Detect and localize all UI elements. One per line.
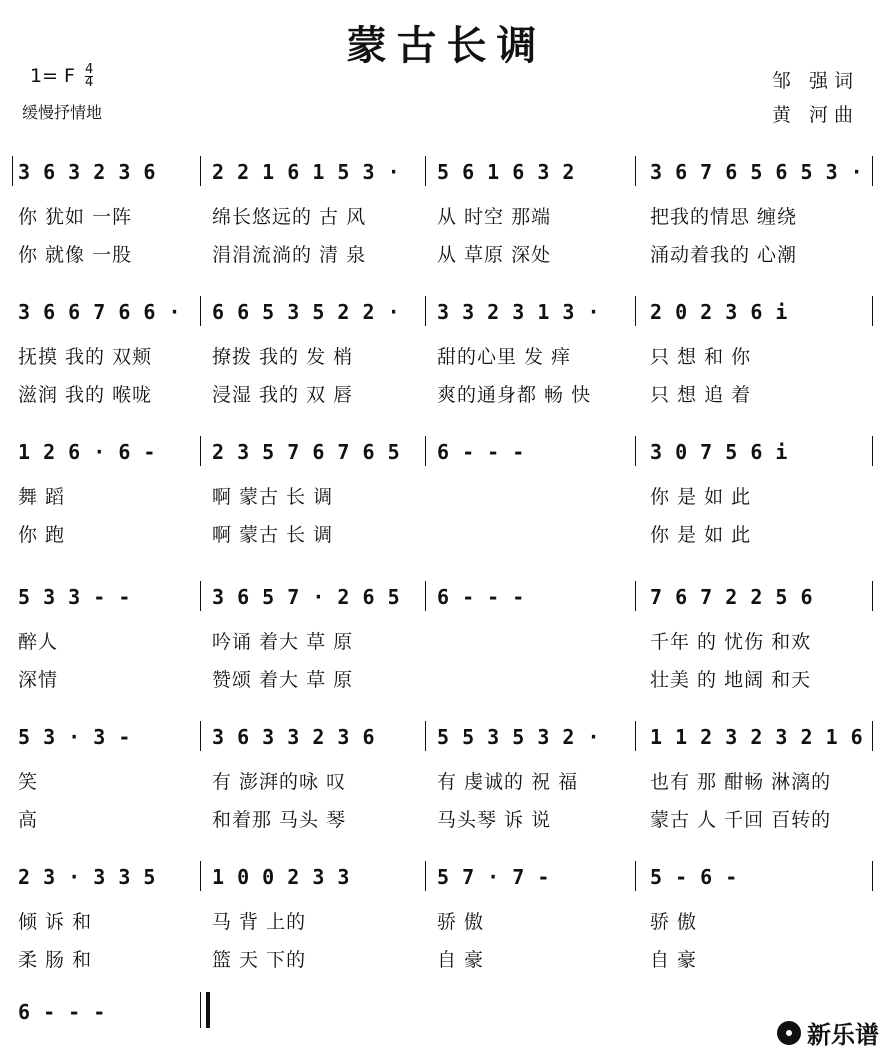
lyric-verse-1: 醉人 (18, 631, 59, 653)
bar-line (872, 581, 873, 611)
bar-line (635, 861, 636, 891)
bar-line (425, 581, 426, 611)
bar-line (635, 581, 636, 611)
composer-credit: 黄 河曲 (772, 104, 860, 126)
time-top: 4 (85, 62, 94, 77)
bar-line (425, 436, 426, 466)
lyric-verse-2: 柔 肠 和 (18, 949, 93, 971)
lyric-verse-1: 从 时空 那端 (437, 206, 552, 228)
measure-notes: 3 6 3 2 3 6 (18, 160, 156, 184)
measure-notes: 2 2 1 6 1 5 3 · (212, 160, 401, 184)
measure-notes: 2 0 2 3 6 i (650, 300, 788, 324)
final-bar-thick (206, 992, 210, 1028)
bar-line (425, 861, 426, 891)
lyric-verse-2: 蒙古 人 千回 百转的 (650, 809, 832, 831)
measure-notes: 5 3 3 - - (18, 585, 131, 609)
measure-notes: 5 7 · 7 - (437, 865, 550, 889)
key-signature (30, 64, 93, 89)
lyric-verse-2: 赞颂 着大 草 原 (212, 669, 354, 691)
site-logo (777, 1015, 879, 1050)
lyric-verse-2: 爽的通身都 畅 快 (437, 384, 592, 406)
logo-text: 新乐谱 (807, 1021, 879, 1049)
measure-notes: 5 3 · 3 - (18, 725, 131, 749)
lyric-verse-1: 倾 诉 和 (18, 911, 93, 933)
measure-notes: 3 3 2 3 1 3 · (437, 300, 601, 324)
lyric-verse-1: 吟诵 着大 草 原 (212, 631, 354, 653)
lyric-verse-2: 和着那 马头 琴 (212, 809, 347, 831)
bar-line (635, 436, 636, 466)
record-icon (777, 1021, 801, 1045)
lyric-verse-2: 啊 蒙古 长 调 (212, 524, 334, 546)
measure-notes: 1 1 2 3 2 3 2 1 6 (650, 725, 864, 749)
lyric-verse-2: 从 草原 深处 (437, 244, 552, 266)
lyric-verse-2: 马头琴 诉 说 (437, 809, 552, 831)
lyric-verse-2: 浸湿 我的 双 唇 (212, 384, 354, 406)
lyric-verse-2: 壮美 的 地阔 和天 (650, 669, 812, 691)
lyric-verse-2: 你 跑 (18, 524, 66, 546)
lyric-verse-2: 自 豪 (437, 949, 485, 971)
bar-line (872, 861, 873, 891)
lyric-verse-2: 滋润 我的 喉咙 (18, 384, 153, 406)
song-title: 蒙古长调 (346, 22, 547, 69)
lyric-verse-2: 深情 (18, 669, 59, 691)
key-text: 1= F (30, 65, 75, 87)
lyric-verse-1: 舞 蹈 (18, 486, 66, 508)
bar-line (872, 156, 873, 186)
lyric-verse-2: 自 豪 (650, 949, 698, 971)
lyric-verse-2: 涌动着我的 心潮 (650, 244, 798, 266)
bar-line (12, 156, 13, 186)
lyric-verse-1: 骄 傲 (437, 911, 485, 933)
bar-line (200, 296, 201, 326)
bar-line (872, 436, 873, 466)
measure-notes: 3 6 7 6 5 6 5 3 · (650, 160, 864, 184)
bar-line (425, 296, 426, 326)
measure-notes: 6 - - - (437, 585, 525, 609)
lyric-verse-1: 千年 的 忧伤 和欢 (650, 631, 812, 653)
bar-line (425, 721, 426, 751)
bar-line (425, 156, 426, 186)
lyric-verse-1: 有 澎湃的咏 叹 (212, 771, 347, 793)
final-bar-thin (200, 992, 201, 1028)
measure-notes: 5 - 6 - (650, 865, 738, 889)
measure-notes: 7 6 7 2 2 5 6 (650, 585, 814, 609)
measure-notes: 6 - - - (18, 1000, 106, 1024)
lyric-verse-2: 高 (18, 809, 39, 831)
measure-notes: 3 6 3 3 2 3 6 (212, 725, 376, 749)
lyric-verse-1: 骄 傲 (650, 911, 698, 933)
lyric-verse-1: 绵长悠远的 古 风 (212, 206, 367, 228)
time-signature (85, 64, 93, 89)
lyric-verse-1: 有 虔诚的 祝 福 (437, 771, 579, 793)
measure-notes: 6 - - - (437, 440, 525, 464)
lyric-verse-1: 啊 蒙古 长 调 (212, 486, 334, 508)
lyric-verse-1: 撩拨 我的 发 梢 (212, 346, 354, 368)
bar-line (635, 721, 636, 751)
measure-notes: 3 6 6 7 6 6 · (18, 300, 182, 324)
lyricist-credit: 邹 强词 (772, 70, 860, 92)
bar-line (200, 156, 201, 186)
lyric-verse-1: 抚摸 我的 双颊 (18, 346, 153, 368)
lyric-verse-1: 笑 (18, 771, 39, 793)
bar-line (200, 721, 201, 751)
bar-line (635, 156, 636, 186)
measure-notes: 6 6 5 3 5 2 2 · (212, 300, 401, 324)
measure-notes: 2 3 · 3 3 5 (18, 865, 156, 889)
lyric-verse-2: 篮 天 下的 (212, 949, 307, 971)
lyric-verse-1: 把我的情思 缠绕 (650, 206, 798, 228)
measure-notes: 3 6 5 7 · 2 6 5 (212, 585, 401, 609)
bar-line (200, 861, 201, 891)
lyric-verse-1: 你 犹如 一阵 (18, 206, 133, 228)
lyric-verse-2: 涓涓流淌的 清 泉 (212, 244, 367, 266)
measure-notes: 5 6 1 6 3 2 (437, 160, 575, 184)
measure-notes: 2 3 5 7 6 7 6 5 (212, 440, 401, 464)
bar-line (200, 581, 201, 611)
measure-notes: 1 2 6 · 6 - (18, 440, 156, 464)
measure-notes: 1 0 0 2 3 3 (212, 865, 350, 889)
lyric-verse-1: 也有 那 酣畅 淋漓的 (650, 771, 832, 793)
time-bottom: 4 (85, 75, 94, 90)
bar-line (200, 436, 201, 466)
lyric-verse-1: 你 是 如 此 (650, 486, 752, 508)
bar-line (635, 296, 636, 326)
lyric-verse-1: 马 背 上的 (212, 911, 307, 933)
tempo-marking: 缓慢抒情地 (22, 103, 103, 122)
lyric-verse-2: 只 想 追 着 (650, 384, 752, 406)
bar-line (872, 721, 873, 751)
measure-notes: 3 0 7 5 6 i (650, 440, 788, 464)
measure-notes: 5 5 3 5 3 2 · (437, 725, 601, 749)
lyric-verse-2: 你 是 如 此 (650, 524, 752, 546)
lyric-verse-2: 你 就像 一股 (18, 244, 133, 266)
lyric-verse-1: 甜的心里 发 痒 (437, 346, 572, 368)
lyric-verse-1: 只 想 和 你 (650, 346, 752, 368)
bar-line (872, 296, 873, 326)
